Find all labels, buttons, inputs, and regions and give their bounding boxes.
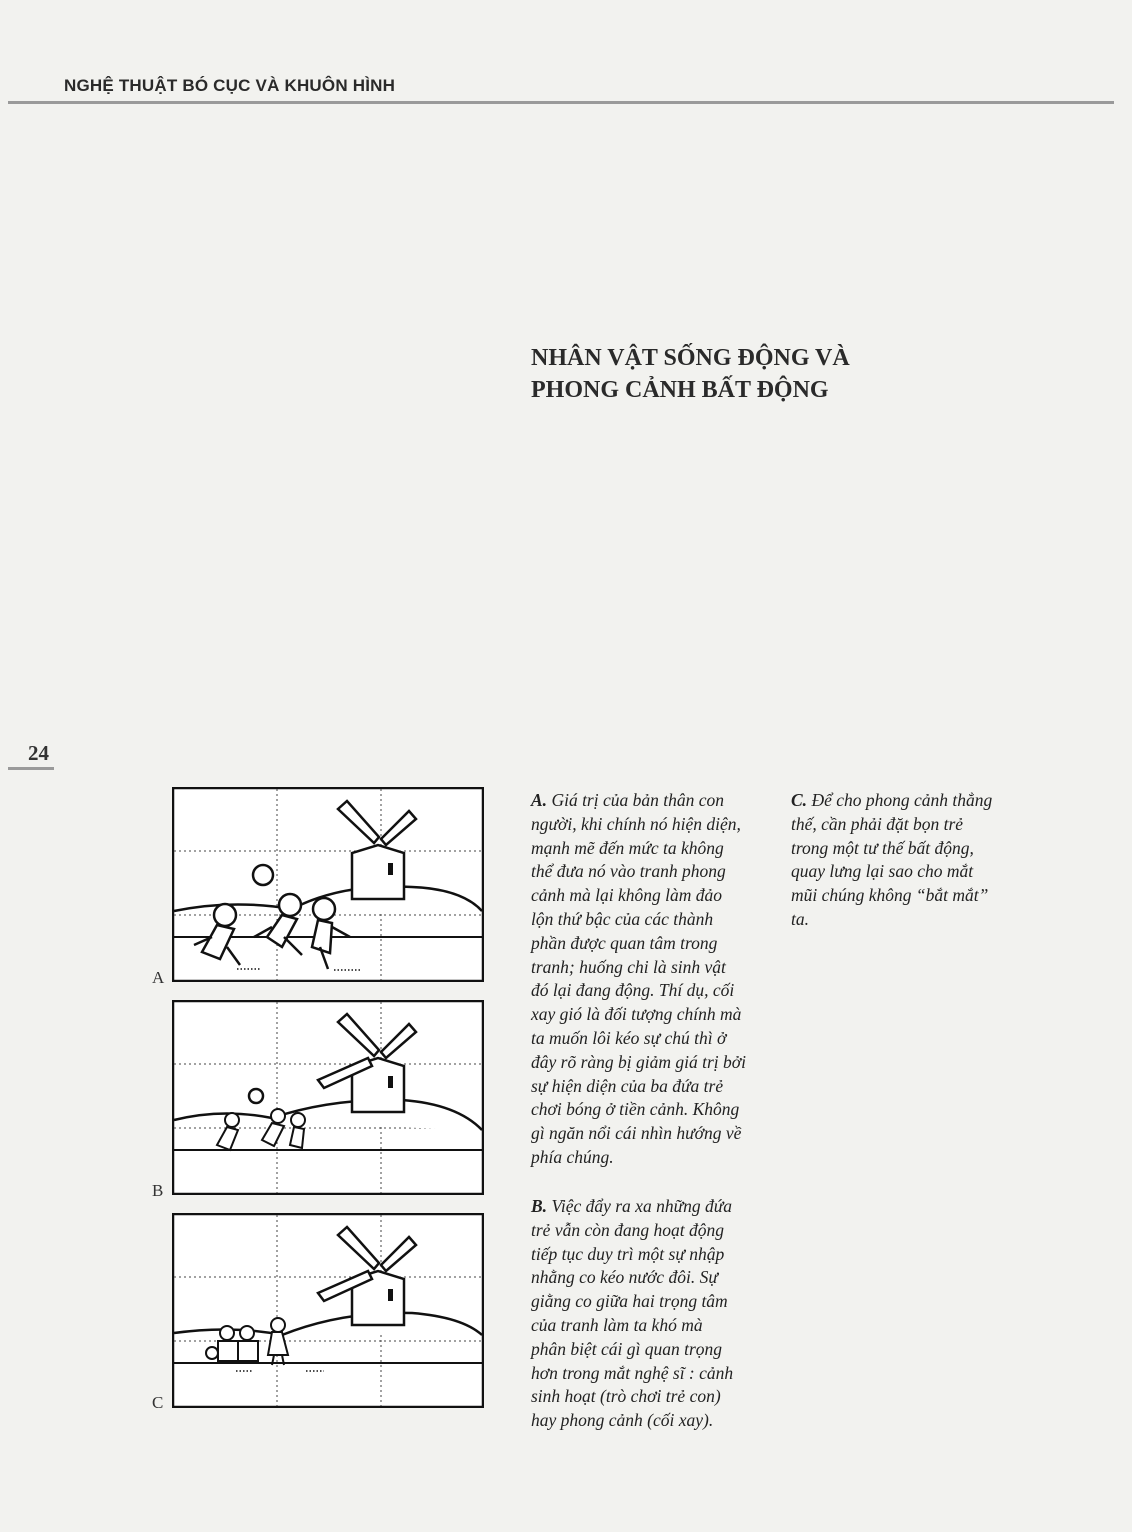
running-header: NGHỆ THUẬT BÓ CỤC VÀ KHUÔN HÌNH xyxy=(64,76,396,95)
paragraph-c xyxy=(791,789,1041,932)
paragraph-c-body: Để cho phong cảnh thẳng thế, cần phải đặt bọn trẻ trong một tư thế bất động, quay lưng lại sao cho mắt mũi chúng không “bắt mắt” ta. xyxy=(791,790,993,929)
figure-b-illustration xyxy=(172,1000,484,1195)
figure-b-label: B xyxy=(152,1181,164,1200)
paragraph-a xyxy=(531,789,781,1170)
section-title xyxy=(531,342,850,406)
figure-c-label: C xyxy=(152,1393,164,1412)
page-number-bar xyxy=(8,767,54,770)
figure-a-illustration xyxy=(172,787,484,982)
page-number: 24 xyxy=(28,741,49,765)
figure-c-illustration xyxy=(172,1213,484,1408)
figure-a-label: A xyxy=(152,968,165,987)
paragraph-a-lead: A. xyxy=(531,790,548,810)
paragraph-b-body: Việc đẩy ra xa những đứa trẻ vẫn còn đang hoạt động tiếp tục duy trì một sự nhập nhằng co kéo nước đôi. Sự giằng co giữa hai trọng tâm của tranh làm ta khó mà phân biệt cái gì quan trọng hơn trong mắt nghệ sĩ : cảnh sinh hoạt (trò chơi trẻ con) hay phong cảnh (cối xay). xyxy=(531,1196,734,1431)
paragraph-b-lead: B. xyxy=(531,1196,548,1216)
paragraph-b xyxy=(531,1195,781,1433)
section-title-line1: NHÂN VẬT SỐNG ĐỘNG VÀ xyxy=(531,345,850,371)
section-title-line2: PHONG CẢNH BẤT ĐỘNG xyxy=(531,377,829,403)
paragraph-c-lead: C. xyxy=(791,790,808,810)
header-rule xyxy=(8,101,1114,104)
paragraph-a-body: Giá trị của bản thân con người, khi chính nó hiện diện, mạnh mẽ đến mức ta không thể đưa nó vào tranh phong cảnh mà lại không làm đảo lộn thứ bậc của các thành phần được quan tâm trong tranh; huống chi là sinh vật đó lại đang động. Thí dụ, cối xay gió là đối tượng chính mà ta muốn lôi kéo sự chú thì ở đây rõ ràng bị giảm giá trị bởi sự hiện diện của ba đứa trẻ chơi bóng ở tiền cảnh. Không gì ngăn nổi cái nhìn hướng về phía chúng. xyxy=(531,790,746,1167)
